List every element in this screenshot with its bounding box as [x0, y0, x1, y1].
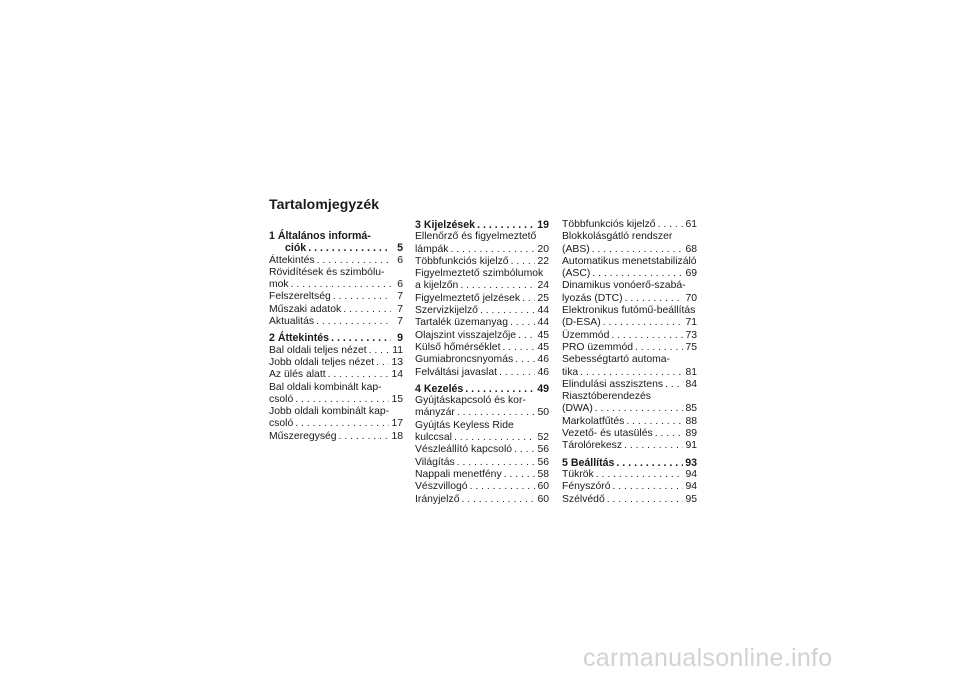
dot-leader	[635, 342, 683, 354]
toc-entry[interactable]	[415, 317, 549, 329]
toc-entry[interactable]	[562, 428, 697, 440]
toc-entry[interactable]	[269, 382, 403, 407]
toc-entry-title: a kijelzőn	[415, 280, 459, 292]
toc-entry-title: Üzemmód	[562, 329, 610, 341]
toc-entry-title: Markolatfűtés	[562, 415, 625, 427]
dot-leader	[331, 332, 391, 344]
toc-entry-title-line: Figyelmeztető szimbólumok	[415, 268, 544, 280]
dot-leader	[658, 219, 684, 231]
toc-entry[interactable]	[415, 469, 549, 481]
toc-page-number: 46	[537, 354, 549, 366]
toc-page-number: 69	[685, 268, 697, 280]
toc-entry-title-line: Sebességtartó automa-	[562, 354, 671, 366]
toc-entry-title: Többfunkciós kijelző	[415, 255, 509, 267]
toc-entry[interactable]	[415, 330, 549, 342]
toc-page-number: 70	[685, 292, 697, 304]
toc-entry-title-line: Elektronikus futómű-beállítás	[562, 305, 696, 317]
toc-page-number: 56	[537, 444, 549, 456]
toc-page-number: 22	[537, 255, 549, 267]
dot-leader	[592, 244, 684, 256]
dot-leader	[510, 317, 535, 329]
toc-page-number: 7	[397, 316, 403, 328]
toc-entry-title-line: Dinamikus vonóerő-szabá-	[562, 280, 686, 292]
dot-leader	[465, 383, 535, 395]
dot-leader	[665, 379, 683, 391]
dot-leader	[592, 268, 683, 280]
toc-entry[interactable]	[415, 305, 549, 317]
toc-entry-title: Elindulási asszisztens	[562, 378, 664, 390]
toc-entry-title: Nappali menetfény	[415, 468, 502, 480]
dot-leader	[457, 457, 536, 469]
dot-leader	[613, 481, 684, 493]
toc-entry-title-line: Rövidítések és szimbólu-	[269, 266, 385, 278]
toc-chapter-entry[interactable]	[562, 457, 697, 469]
toc-page-number: 61	[685, 219, 697, 230]
toc-page-number: 11	[392, 344, 403, 356]
dot-leader	[596, 469, 684, 481]
dot-leader	[328, 369, 390, 381]
toc-page-number: 85	[685, 403, 697, 415]
toc-entry-title: Fényszóró	[562, 481, 611, 493]
dot-leader	[376, 357, 389, 369]
toc-page-number: 94	[685, 481, 697, 493]
toc-entry[interactable]	[562, 354, 697, 379]
toc-entry[interactable]	[415, 444, 549, 456]
dot-leader	[595, 403, 684, 415]
toc-entry[interactable]	[415, 481, 549, 493]
dot-leader	[480, 305, 536, 317]
toc-entry-title: Aktualitás	[269, 316, 315, 328]
toc-page-number: 71	[685, 317, 697, 329]
toc-entry-title: Műszaki adatok	[269, 303, 342, 315]
toc-entry-title: ciók	[285, 242, 307, 255]
toc-entry-title-line: Ellenőrző és figyelmeztető	[415, 231, 537, 243]
toc-entry[interactable]	[415, 367, 549, 379]
toc-column-3	[562, 219, 697, 506]
toc-entry-title: (ABS)	[562, 243, 590, 255]
toc-entry[interactable]	[562, 416, 697, 428]
toc-page-number: 58	[537, 468, 549, 480]
toc-entry-title: Bal oldali teljes nézet	[269, 344, 367, 356]
dot-leader	[616, 457, 683, 469]
toc-page-number: 19	[537, 219, 549, 231]
dot-leader	[518, 330, 535, 342]
toc-entry-title: Vészleállító kapcsoló	[415, 444, 513, 456]
toc-page-number: 15	[391, 393, 403, 405]
toc-entry[interactable]	[269, 431, 403, 443]
toc-entry-title: Olajszint visszajelzője	[415, 329, 517, 341]
toc-entry-title: Külső hőmérséklet	[415, 341, 501, 353]
toc-entry-title-line: Bal oldali kombinált kap-	[269, 381, 382, 393]
toc-entry-title: PRO üzemmód	[562, 341, 634, 353]
toc-entry-title: Szervizkijelző	[415, 305, 478, 317]
toc-entry[interactable]	[562, 231, 697, 256]
dot-leader	[454, 432, 535, 444]
toc-entry[interactable]	[562, 379, 697, 391]
toc-entry-title: Világítás	[415, 456, 455, 468]
toc-entry-title: Irányjelző	[415, 493, 460, 505]
toc-entry-title: Vezető- és utasülés	[562, 428, 653, 440]
dot-leader	[477, 219, 535, 231]
toc-entry[interactable]	[415, 354, 549, 366]
toc-entry[interactable]	[562, 342, 697, 354]
dot-leader	[316, 316, 391, 328]
toc-column-1	[269, 230, 403, 443]
toc-page-number: 44	[537, 317, 549, 329]
toc-entry[interactable]	[415, 342, 549, 354]
toc-entry-title: Szélvédő	[562, 493, 605, 505]
dot-leader	[626, 416, 683, 428]
toc-page-number: 52	[537, 432, 549, 444]
dot-leader	[291, 279, 391, 291]
toc-entry-title-line: Riasztóberendezés	[562, 391, 651, 403]
toc-entry-title: Többfunkciós kijelző	[562, 219, 656, 230]
toc-entry[interactable]	[562, 391, 697, 416]
toc-entry-title: Áttekintés	[269, 254, 315, 266]
toc-entry-title-line: Jobb oldali kombinált kap-	[269, 406, 390, 418]
toc-entry-title-line: Blokkolásgátló rendszer	[562, 231, 673, 243]
toc-entry-title: Felváltási javaslat	[415, 366, 498, 378]
toc-page-number: 89	[685, 428, 697, 440]
dot-leader	[499, 367, 535, 379]
dot-leader	[655, 428, 684, 440]
dot-leader	[317, 255, 391, 267]
toc-entry-title: Műszeregység	[269, 430, 337, 442]
dot-leader	[457, 407, 536, 419]
toc-entry[interactable]	[415, 420, 549, 445]
toc-entry[interactable]	[562, 469, 697, 481]
toc-page-number: 5	[397, 242, 403, 255]
toc-entry-title-line: 1 Általános informá-	[269, 230, 371, 242]
dot-leader	[624, 440, 683, 452]
toc-entry-title-line: Automatikus menetstabilizáló	[562, 255, 697, 267]
toc-entry-title: tika	[562, 366, 579, 378]
toc-page-number: 88	[685, 415, 697, 427]
toc-entry-title-line: Gyújtáskapcsoló és kor-	[415, 395, 526, 407]
toc-page-number: 7	[397, 291, 403, 303]
dot-leader	[502, 342, 535, 354]
toc-entry-title: Figyelmeztető jelzések	[415, 292, 521, 304]
toc-page-number: 7	[397, 303, 403, 315]
dot-leader	[295, 418, 389, 430]
toc-entry[interactable]	[562, 330, 697, 342]
toc-entry[interactable]	[269, 369, 403, 381]
toc-page-number: 81	[685, 366, 697, 378]
toc-entry-title: 5 Beállítás	[562, 456, 615, 469]
toc-entry[interactable]	[562, 481, 697, 493]
toc-entry-title: lámpák	[415, 243, 449, 255]
dot-leader	[625, 293, 684, 305]
toc-entry[interactable]	[562, 256, 697, 281]
toc-entry-title: Felszereltség	[269, 291, 331, 303]
toc-page-number: 9	[397, 332, 403, 345]
dot-leader	[343, 304, 391, 316]
dot-leader	[308, 242, 391, 254]
dot-leader	[333, 291, 391, 303]
toc-entry[interactable]	[269, 345, 403, 357]
toc-entry[interactable]	[415, 494, 549, 506]
toc-entry-title: lyozás (DTC)	[562, 292, 623, 304]
toc-entry-title: Tárolórekesz	[562, 440, 623, 452]
dot-leader	[451, 244, 536, 256]
toc-entry[interactable]	[415, 231, 549, 256]
toc-entry[interactable]	[562, 494, 697, 506]
toc-entry-title: Tartalék üzemanyag	[415, 317, 508, 329]
toc-entry-title: Az ülés alatt	[269, 369, 326, 381]
dot-leader	[603, 317, 684, 329]
toc-entry[interactable]	[269, 304, 403, 316]
dot-leader	[611, 330, 683, 342]
toc-entry-title: (D-ESA)	[562, 317, 601, 329]
toc-page-number: 75	[685, 341, 697, 353]
dot-leader	[514, 444, 535, 456]
dot-leader	[470, 481, 536, 493]
toc-entry-title: 3 Kijelzések	[415, 219, 476, 231]
dot-leader	[369, 345, 391, 357]
toc-entry[interactable]	[269, 316, 403, 328]
toc-entry[interactable]	[269, 406, 403, 431]
dot-leader	[515, 354, 535, 366]
toc-entry[interactable]	[562, 305, 697, 330]
toc-entry[interactable]	[269, 291, 403, 303]
toc-page-number: 94	[685, 468, 697, 480]
toc-page-number: 46	[537, 366, 549, 378]
toc-entry[interactable]	[562, 280, 697, 305]
toc-chapter-entry[interactable]	[269, 230, 403, 255]
toc-page-number: 24	[537, 280, 549, 292]
toc-page-number: 49	[537, 382, 549, 395]
page-title: Tartalomjegyzék	[269, 196, 380, 212]
toc-column-2	[415, 219, 549, 506]
toc-page-number: 93	[685, 456, 697, 469]
dot-leader	[461, 494, 535, 506]
toc-page-number: 95	[685, 493, 697, 505]
toc-entry-title: Jobb oldali teljes nézet	[269, 356, 375, 368]
toc-entry-title: 4 Kezelés	[415, 382, 464, 395]
toc-entry-title: kulccsal	[415, 432, 452, 444]
toc-entry-title: mányzár	[415, 407, 455, 419]
toc-page-number: 84	[685, 378, 697, 390]
dot-leader	[460, 280, 535, 292]
toc-entry[interactable]	[415, 256, 549, 268]
dot-leader	[522, 293, 535, 305]
dot-leader	[607, 494, 684, 506]
toc-entry-title: (DWA)	[562, 403, 593, 415]
toc-page-number: 91	[685, 440, 697, 452]
dot-leader	[339, 431, 390, 443]
toc-entry-title: mok	[269, 279, 289, 291]
toc-page-number: 44	[537, 305, 549, 317]
toc-page-number: 18	[391, 430, 403, 442]
toc-entry-title: Gumiabroncsnyomás	[415, 354, 514, 366]
toc-entry-title: csoló	[269, 393, 294, 405]
toc-page-number: 17	[391, 418, 403, 430]
watermark-text: carmanualsonline.info	[583, 644, 833, 672]
dot-leader	[504, 469, 536, 481]
toc-entry-title: (ASC)	[562, 268, 591, 280]
toc-entry[interactable]	[269, 267, 403, 292]
toc-page-number: 60	[537, 481, 549, 493]
toc-entry-title: Tükrök	[562, 468, 594, 480]
toc-page-number: 25	[537, 292, 549, 304]
toc-entry-title: Vészvillogó	[415, 481, 468, 493]
toc-entry[interactable]	[269, 357, 403, 369]
toc-page-number: 6	[397, 254, 403, 266]
toc-page-number: 6	[397, 279, 403, 291]
toc-chapter-entry[interactable]	[415, 383, 549, 395]
toc-entry[interactable]	[415, 293, 549, 305]
toc-entry-title-line: Gyújtás Keyless Ride	[415, 419, 514, 431]
toc-page-number: 68	[685, 243, 697, 255]
toc-page-number: 60	[537, 493, 549, 505]
toc-entry[interactable]	[415, 457, 549, 469]
toc-entry[interactable]	[415, 268, 549, 293]
toc-page-number: 14	[391, 369, 403, 381]
toc-page-number: 50	[537, 407, 549, 419]
dot-leader	[511, 256, 536, 268]
toc-chapter-entry[interactable]	[415, 219, 549, 231]
dot-leader	[580, 367, 683, 379]
toc-page-number: 73	[685, 329, 697, 341]
toc-page-number: 45	[537, 341, 549, 353]
toc-entry-title: 2 Áttekintés	[269, 332, 330, 345]
toc-page-number: 20	[537, 243, 549, 255]
toc-entry-title: csoló	[269, 418, 294, 430]
toc-page-number: 45	[537, 329, 549, 341]
toc-entry[interactable]	[562, 219, 697, 231]
toc-page-number: 56	[537, 456, 549, 468]
dot-leader	[295, 394, 389, 406]
toc-page-number: 13	[391, 356, 403, 368]
toc-entry[interactable]	[562, 440, 697, 452]
toc-chapter-entry[interactable]	[269, 332, 403, 344]
toc-entry[interactable]	[269, 255, 403, 267]
toc-entry[interactable]	[415, 395, 549, 420]
